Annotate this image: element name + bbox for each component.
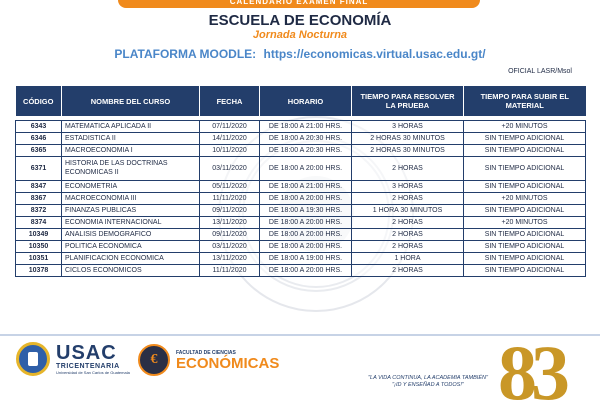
usac-logo xyxy=(16,342,130,376)
table-row xyxy=(16,264,586,276)
cell-solve-time: 2 HORAS 30 MINUTOS xyxy=(352,132,464,144)
cell-schedule: DE 18:00 A 21:00 HRS. xyxy=(260,120,352,132)
cell-upload-time: SIN TIEMPO ADICIONAL xyxy=(464,228,586,240)
cell-schedule: DE 18:00 A 20:00 HRS. xyxy=(260,228,352,240)
table-header-row xyxy=(16,86,586,116)
column-header-upload-time: TIEMPO PARA SUBIR EL MATERIAL xyxy=(464,86,586,116)
cell-schedule: DE 18:00 A 20:00 HRS. xyxy=(260,264,352,276)
cell-date: 09/11/2020 xyxy=(200,204,260,216)
cell-upload-time: SIN TIEMPO ADICIONAL xyxy=(464,144,586,156)
cell-course: POLITICA ECONOMICA xyxy=(62,240,200,252)
cell-solve-time: 1 HORA xyxy=(352,252,464,264)
platform-line xyxy=(0,47,600,61)
cell-solve-time: 2 HORAS xyxy=(352,228,464,240)
cell-code: 6343 xyxy=(16,120,62,132)
usac-emblem-icon xyxy=(16,342,50,376)
usac-wordmark: USAC xyxy=(56,342,117,364)
cell-schedule: DE 18:00 A 21:00 HRS. xyxy=(260,180,352,192)
column-header-course: NOMBRE DEL CURSO xyxy=(62,86,200,116)
cell-solve-time: 1 HORA 30 MINUTOS xyxy=(352,204,464,216)
cell-date: 11/11/2020 xyxy=(200,264,260,276)
cell-course: FINANZAS PUBLICAS xyxy=(62,204,200,216)
cell-solve-time: 2 HORAS 30 MINUTOS xyxy=(352,144,464,156)
cell-upload-time: +20 MINUTOS xyxy=(464,192,586,204)
cell-course: CICLOS ECONOMICOS xyxy=(62,264,200,276)
cell-course: PLANIFICACION ECONOMICA xyxy=(62,252,200,264)
faculty-logo xyxy=(138,344,279,376)
cell-solve-time: 3 HORAS xyxy=(352,120,464,132)
cell-date: 13/11/2020 xyxy=(200,252,260,264)
cell-course: ANALISIS DEMOGRAFICO xyxy=(62,228,200,240)
cell-code: 8367 xyxy=(16,192,62,204)
cell-upload-time: SIN TIEMPO ADICIONAL xyxy=(464,180,586,192)
cell-course: ECONOMIA INTERNACIONAL xyxy=(62,216,200,228)
cell-code: 10349 xyxy=(16,228,62,240)
cell-course: MATEMATICA APLICADA II xyxy=(62,120,200,132)
cell-date: 07/11/2020 xyxy=(200,120,260,132)
cell-solve-time: 2 HORAS xyxy=(352,264,464,276)
table-row xyxy=(16,240,586,252)
table-row xyxy=(16,204,586,216)
faculty-emblem-icon: € xyxy=(138,344,170,376)
column-header-code: CÓDIGO xyxy=(16,86,62,116)
table-row xyxy=(16,132,586,144)
cell-code: 8374 xyxy=(16,216,62,228)
cell-course: HISTORIA DE LAS DOCTRINAS ECONOMICAS II xyxy=(62,156,200,180)
column-header-solve-time: TIEMPO PARA RESOLVER LA PRUEBA xyxy=(352,86,464,116)
cell-schedule: DE 18:00 A 19:00 HRS. xyxy=(260,252,352,264)
table-row xyxy=(16,156,586,180)
cell-upload-time: SIN TIEMPO ADICIONAL xyxy=(464,156,586,180)
cell-schedule: DE 18:00 A 20:30 HRS. xyxy=(260,144,352,156)
cell-solve-time: 2 HORAS xyxy=(352,192,464,204)
cell-date: 11/11/2020 xyxy=(200,192,260,204)
column-header-schedule: HORARIO xyxy=(260,86,352,116)
cell-date: 10/11/2020 xyxy=(200,144,260,156)
cell-course: MACROECONOMIA I xyxy=(62,144,200,156)
table-row xyxy=(16,228,586,240)
slogan-text: "LA VIDA CONTINUA, LA ACADEMIA TAMBIÉN" "¡ID Y ENSEÑAD A TODOS!" xyxy=(368,375,488,388)
cell-date: 09/11/2020 xyxy=(200,228,260,240)
cell-upload-time: +20 MINUTOS xyxy=(464,120,586,132)
cell-schedule: DE 18:00 A 20:00 HRS. xyxy=(260,216,352,228)
top-banner xyxy=(118,0,480,8)
usac-tricentenaria: TRICENTENARIA xyxy=(56,363,120,370)
cell-upload-time: SIN TIEMPO ADICIONAL xyxy=(464,132,586,144)
table-row xyxy=(16,144,586,156)
cell-schedule: DE 18:00 A 19:30 HRS. xyxy=(260,204,352,216)
cell-code: 8347 xyxy=(16,180,62,192)
table-row xyxy=(16,192,586,204)
cell-code: 6346 xyxy=(16,132,62,144)
faculty-label: FACULTAD DE CIENCIAS xyxy=(176,349,236,356)
cell-code: 6365 xyxy=(16,144,62,156)
cell-date: 03/11/2020 xyxy=(200,156,260,180)
cell-solve-time: 2 HORAS xyxy=(352,156,464,180)
school-title: ESCUELA DE ECONOMÍA xyxy=(208,12,392,29)
cell-upload-time: +20 MINUTOS xyxy=(464,216,586,228)
cell-schedule: DE 18:00 A 20:00 HRS. xyxy=(260,156,352,180)
shift-subtitle: Jornada Nocturna xyxy=(252,29,348,41)
cell-upload-time: SIN TIEMPO ADICIONAL xyxy=(464,252,586,264)
platform-url-link[interactable]: https://economicas.virtual.usac.edu.gt/ xyxy=(263,47,486,61)
cell-schedule: DE 18:00 A 20:00 HRS. xyxy=(260,240,352,252)
cell-date: 05/11/2020 xyxy=(200,180,260,192)
cell-course: ECONOMETRIA xyxy=(62,180,200,192)
anniversary-number: 83 xyxy=(498,329,564,400)
table-body xyxy=(16,116,586,276)
cell-schedule: DE 18:00 A 20:00 HRS. xyxy=(260,192,352,204)
cell-code: 10351 xyxy=(16,252,62,264)
usac-subtitle: Universidad de San Carlos de Guatemala xyxy=(56,370,130,375)
cell-code: 8372 xyxy=(16,204,62,216)
cell-code: 6371 xyxy=(16,156,62,180)
column-header-date: FECHA xyxy=(200,86,260,116)
cell-upload-time: SIN TIEMPO ADICIONAL xyxy=(464,264,586,276)
cell-solve-time: 2 HORAS xyxy=(352,240,464,252)
cell-code: 10378 xyxy=(16,264,62,276)
cell-solve-time: 2 HORAS xyxy=(352,216,464,228)
table-row xyxy=(16,252,586,264)
cell-date: 03/11/2020 xyxy=(200,240,260,252)
cell-course: MACROECONOMIA III xyxy=(62,192,200,204)
cell-code: 10350 xyxy=(16,240,62,252)
cell-course: ESTADISTICA II xyxy=(62,132,200,144)
cell-date: 14/11/2020 xyxy=(200,132,260,144)
exam-schedule-table xyxy=(15,86,586,277)
cell-solve-time: 3 HORAS xyxy=(352,180,464,192)
official-note: OFICIAL LASR/Msol xyxy=(508,68,572,75)
table-row xyxy=(16,120,586,132)
cell-upload-time: SIN TIEMPO ADICIONAL xyxy=(464,204,586,216)
cell-date: 13/11/2020 xyxy=(200,216,260,228)
platform-label: PLATAFORMA MOODLE: xyxy=(114,47,257,61)
banner-title: CALENDARIO EXAMEN FINAL xyxy=(229,0,369,6)
table-row xyxy=(16,180,586,192)
cell-schedule: DE 18:00 A 20:30 HRS. xyxy=(260,132,352,144)
table-row xyxy=(16,216,586,228)
cell-upload-time: SIN TIEMPO ADICIONAL xyxy=(464,240,586,252)
faculty-wordmark: ECONÓMICAS xyxy=(176,354,280,372)
